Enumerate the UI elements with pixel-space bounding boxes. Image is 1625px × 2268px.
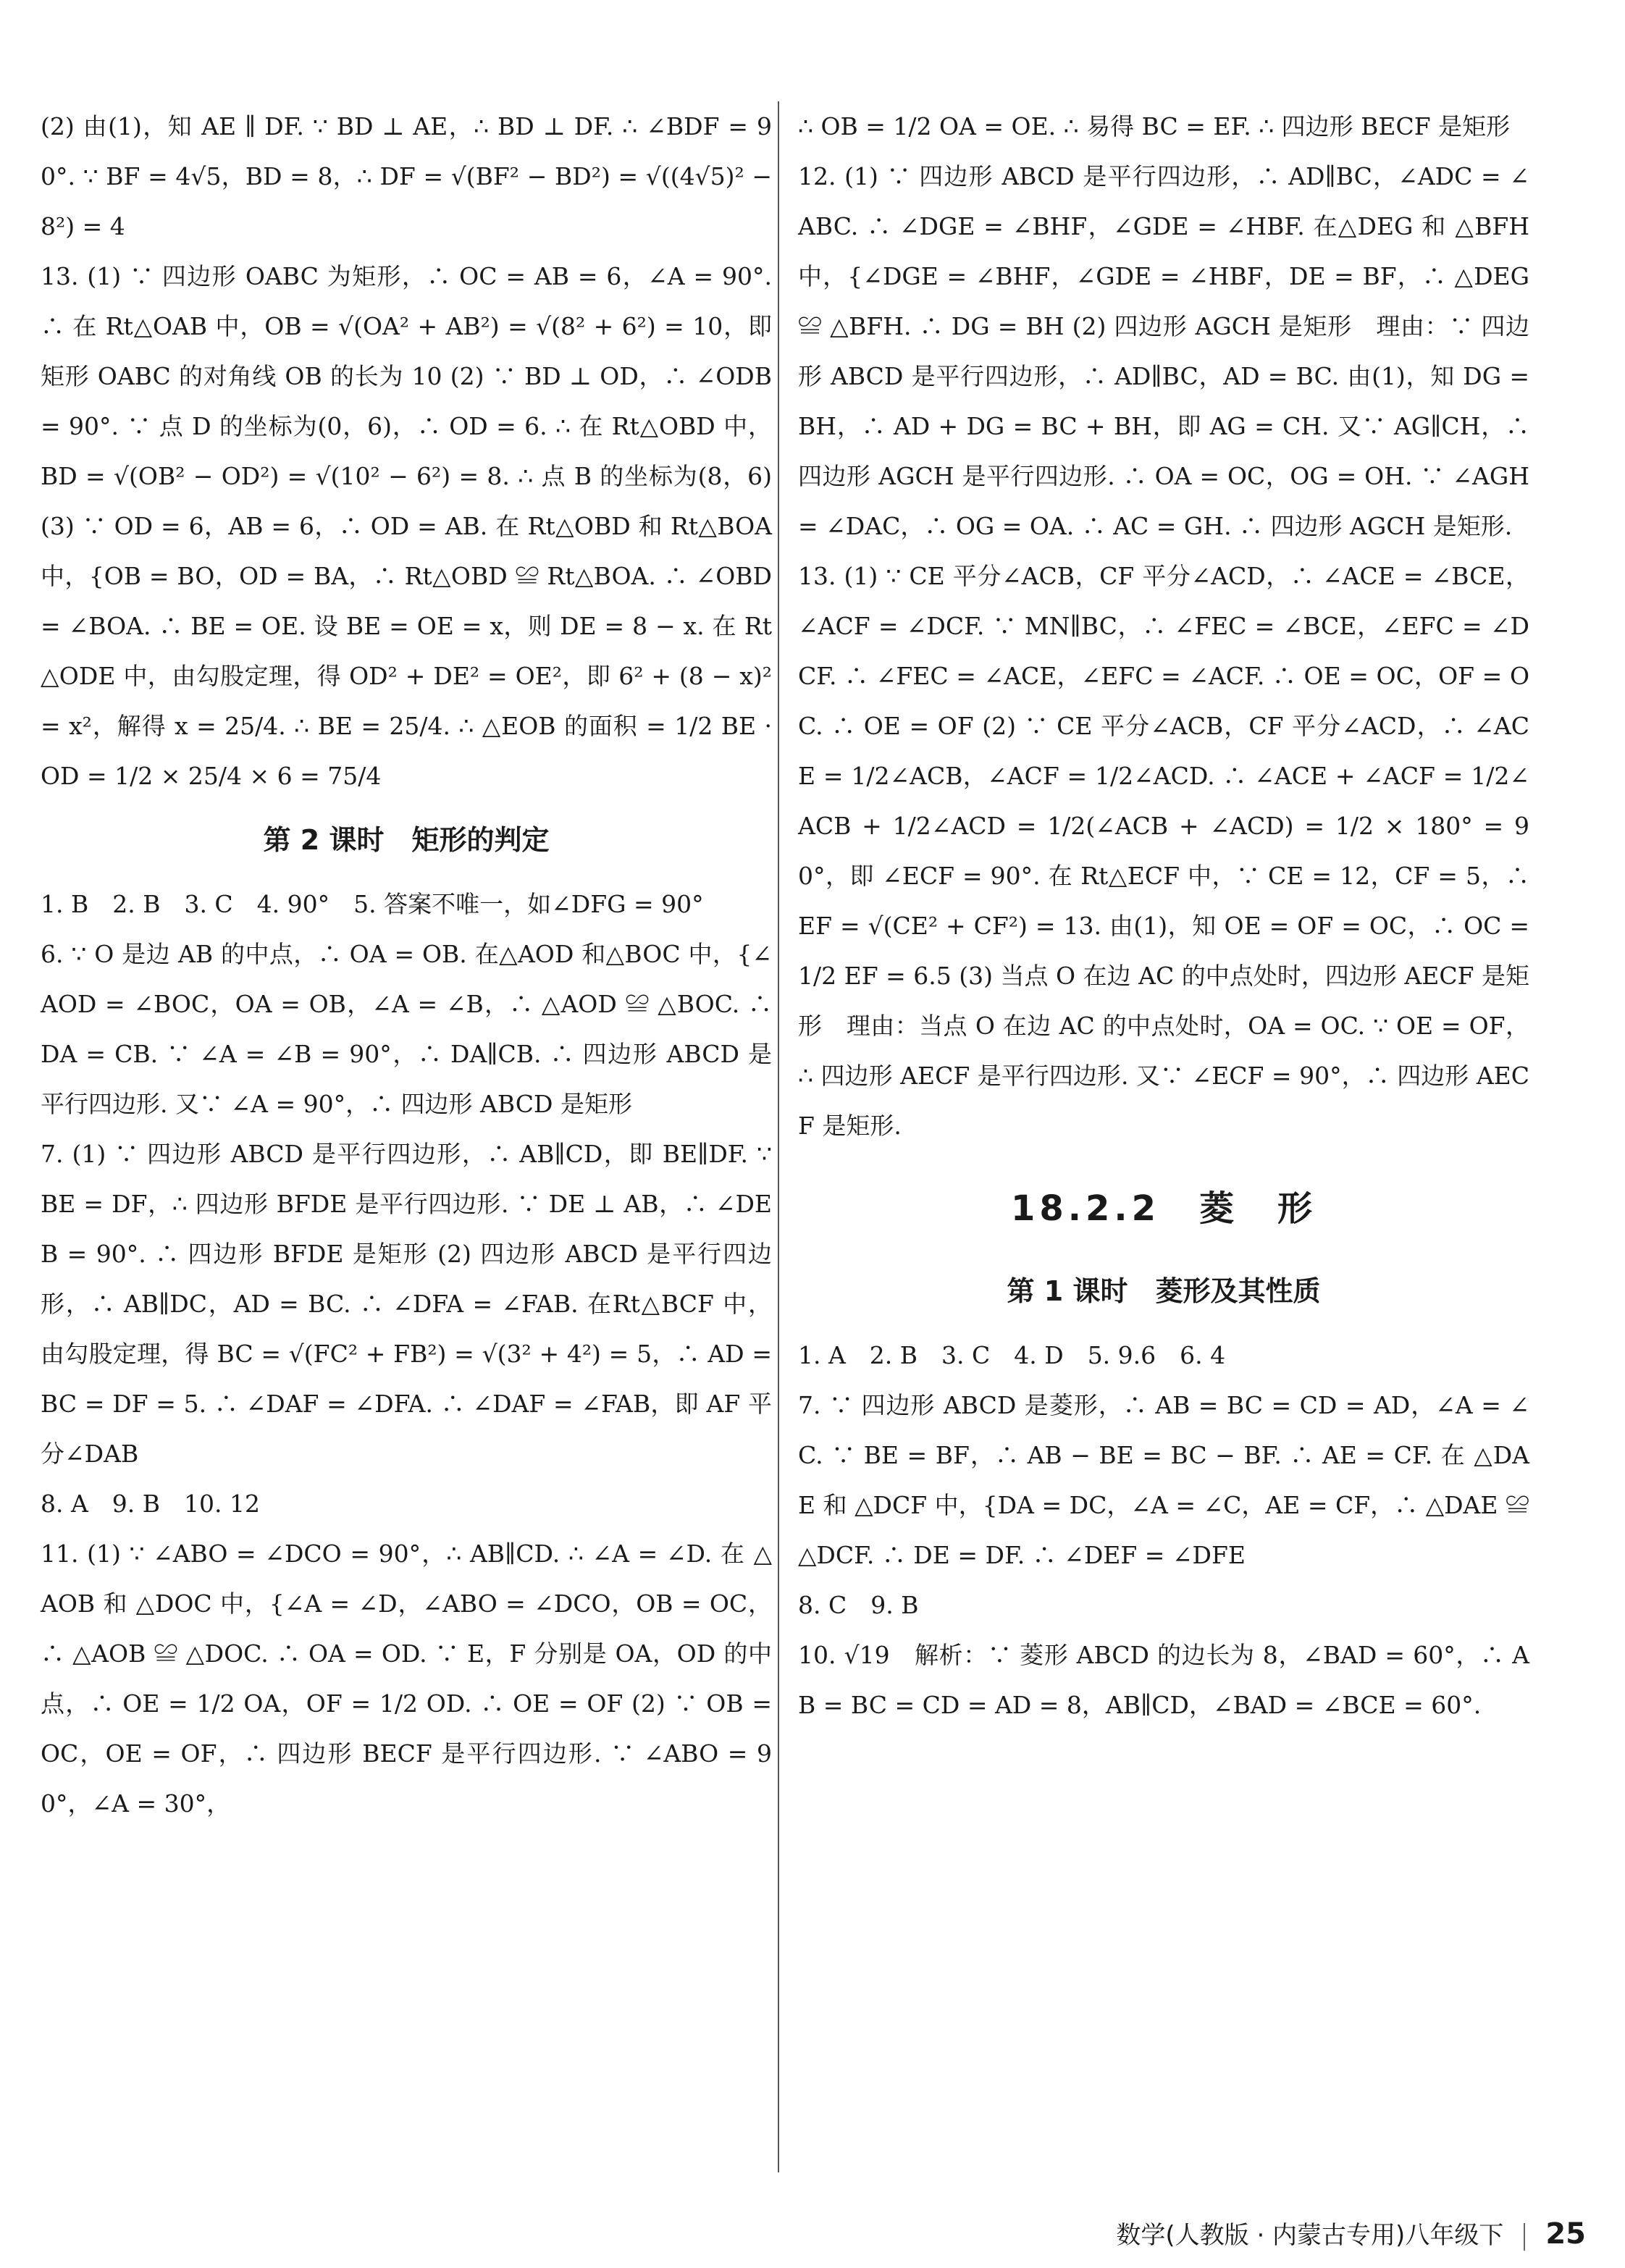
answers-8-10: 8. A 9. B 10. 12: [41, 1490, 260, 1518]
rhombus-answers-1-6: 1. A 2. B 3. C 4. D 5. 9.6 6. 4: [798, 1341, 1226, 1369]
left-column: [41, 101, 772, 1828]
book-title: 数学(人教版 · 内蒙古专用)八年级下: [1116, 2221, 1504, 2250]
answer-7: 7. (1) ∵ 四边形 ABCD 是平行四边形，∴ AB∥CD，即 BE∥DF. ∵ BE = DF，∴ 四边形 BFDE 是平行四边形. ∵ DE ⊥ AB，∴ ∠DEB = 90°. ∴ 四边形 BFDE 是矩形 (2) 四边形 ABCD 是平行四边形，∴ AB∥DC，AD = BC. ∴ ∠DFA = ∠FAB. 在Rt△BCF 中，由勾股定理，得 BC = √(FC² + FB²) = √(3² + 4²) = 5，∴ AD = BC = DF = 5. ∴ ∠DAF = ∠DFA. ∴ ∠DAF = ∠FAB，即 AF 平分∠DAB: [41, 1140, 772, 1468]
answer-12-part2: (2) 由(1)，知 AE ∥ DF. ∵ BD ⊥ AE，∴ BD ⊥ DF. ∴ ∠BDF = 90°. ∵ BF = 4√5，BD = 8，∴ DF = √(BF² − BD²) = √((4√5)² − 8²) = 4: [41, 112, 772, 240]
page-footer: [855, 2216, 1586, 2254]
section-heading-rhombus: 18.2.2 菱 形: [1010, 1188, 1317, 1229]
answer-11-continued: ∴ OB = 1/2 OA = OE. ∴ 易得 BC = EF. ∴ 四边形 BECF 是矩形: [798, 112, 1511, 140]
answer-12: 12. (1) ∵ 四边形 ABCD 是平行四边形，∴ AD∥BC，∠ADC = ∠ABC. ∴ ∠DGE = ∠BHF，∠GDE = ∠HBF. 在△DEG 和 △BFH 中，{∠DGE = ∠BHF，∠GDE = ∠HBF，DE = BF，∴ △DEG ≌ △BFH. ∴ DG = BH (2) 四边形 AGCH 是矩形 理由：∵ 四边形 ABCD 是平行四边形，∴ AD∥BC，AD = BC. 由(1)，知 DG = BH，∴ AD + DG = BC + BH，即 AG = CH. 又∵ AG∥CH，∴ 四边形 AGCH 是平行四边形. ∴ OA = OC，OG = OH. ∵ ∠AGH = ∠DAC，∴ OG = OA. ∴ AC = GH. ∴ 四边形 AGCH 是矩形.: [798, 162, 1529, 540]
column-divider: [778, 101, 779, 2172]
rhombus-answer-7: 7. ∵ 四边形 ABCD 是菱形，∴ AB = BC = CD = AD，∠A = ∠C. ∵ BE = BF，∴ AB − BE = BC − BF. ∴ AE = CF. 在 △DAE 和 △DCF 中，{DA = DC，∠A = ∠C，AE = CF，∴ △DAE ≌ △DCF. ∴ DE = DF. ∴ ∠DEF = ∠DFE: [798, 1391, 1529, 1569]
footer-separator: [1524, 2223, 1525, 2251]
page-number: 25: [1545, 2217, 1586, 2251]
lesson-heading-rhombus-properties: 第 1 课时 菱形及其性质: [1007, 1275, 1321, 1307]
lesson-heading-rectangle-criteria: 第 2 课时 矩形的判定: [263, 824, 550, 856]
answer-13-right: 13. (1) ∵ CE 平分∠ACB，CF 平分∠ACD，∴ ∠ACE = ∠BCE，∠ACF = ∠DCF. ∵ MN∥BC，∴ ∠FEC = ∠BCE，∠EFC = ∠DCF. ∴ ∠FEC = ∠ACE，∠EFC = ∠ACF. ∴ OE = OC，OF = OC. ∴ OE = OF (2) ∵ CE 平分∠ACB，CF 平分∠ACD，∴ ∠ACE = 1/2∠ACB，∠ACF = 1/2∠ACD. ∴ ∠ACE + ∠ACF = 1/2∠ACB + 1/2∠ACD = 1/2(∠ACB + ∠ACD) = 1/2 × 180° = 90°，即 ∠ECF = 90°. 在 Rt△ECF 中，∵ CE = 12，CF = 5，∴ EF = √(CE² + CF²) = 13. 由(1)，知 OE = OF = OC，∴ OC = 1/2 EF = 6.5 (3) 当点 O 在边 AC 的中点处时，四边形 AECF 是矩形 理由：当点 O 在边 AC 的中点处时，OA = OC. ∵ OE = OF，∴ 四边形 AECF 是平行四边形. 又∵ ∠ECF = 90°，∴ 四边形 AECF 是矩形.: [798, 562, 1529, 1140]
rhombus-answers-8-9: 8. C 9. B: [798, 1591, 919, 1619]
answer-13: 13. (1) ∵ 四边形 OABC 为矩形，∴ OC = AB = 6，∠A = 90°. ∴ 在 Rt△OAB 中，OB = √(OA² + AB²) = √(8² + 6²) = 10，即矩形 OABC 的对角线 OB 的长为 10 (2) ∵ BD ⊥ OD，∴ ∠ODB = 90°. ∵ 点 D 的坐标为(0，6)，∴ OD = 6. ∴ 在 Rt△OBD 中，BD = √(OB² − OD²) = √(10² − 6²) = 8. ∴ 点 B 的坐标为(8，6) (3) ∵ OD = 6，AB = 6，∴ OD = AB. 在 Rt△OBD 和 Rt△BOA 中，{OB = BO，OD = BA，∴ Rt△OBD ≌ Rt△BOA. ∴ ∠OBD = ∠BOA. ∴ BE = OE. 设 BE = OE = x，则 DE = 8 − x. 在 Rt△ODE 中，由勾股定理，得 OD² + DE² = OE²，即 6² + (8 − x)² = x²，解得 x = 25/4. ∴ BE = 25/4. ∴ △EOB 的面积 = 1/2 BE · OD = 1/2 × 25/4 × 6 = 75/4: [41, 262, 772, 790]
answer-11: 11. (1) ∵ ∠ABO = ∠DCO = 90°，∴ AB∥CD. ∴ ∠A = ∠D. 在 △AOB 和 △DOC 中，{∠A = ∠D，∠ABO = ∠DCO，OB = OC，∴ △AOB ≌ △DOC. ∴ OA = OD. ∵ E，F 分别是 OA，OD 的中点，∴ OE = 1/2 OA，OF = 1/2 OD. ∴ OE = OF (2) ∵ OB = OC，OE = OF，∴ 四边形 BECF 是平行四边形. ∵ ∠ABO = 90°，∠A = 30°，: [41, 1540, 772, 1818]
right-column: [798, 101, 1529, 1730]
answers-1-5: 1. B 2. B 3. C 4. 90° 5. 答案不唯一，如∠DFG = 90°: [41, 890, 704, 918]
answer-6: 6. ∵ O 是边 AB 的中点，∴ OA = OB. 在△AOD 和△BOC 中，{∠AOD = ∠BOC，OA = OB，∠A = ∠B，∴ △AOD ≌ △BOC. ∴ DA = CB. ∵ ∠A = ∠B = 90°，∴ DA∥CB. ∴ 四边形 ABCD 是平行四边形. 又∵ ∠A = 90°，∴ 四边形 ABCD 是矩形: [41, 940, 772, 1118]
rhombus-answer-10: 10. √19 解析：∵ 菱形 ABCD 的边长为 8，∠BAD = 60°，∴ AB = BC = CD = AD = 8，AB∥CD，∠BAD = ∠BCE = 60°.: [798, 1641, 1529, 1719]
